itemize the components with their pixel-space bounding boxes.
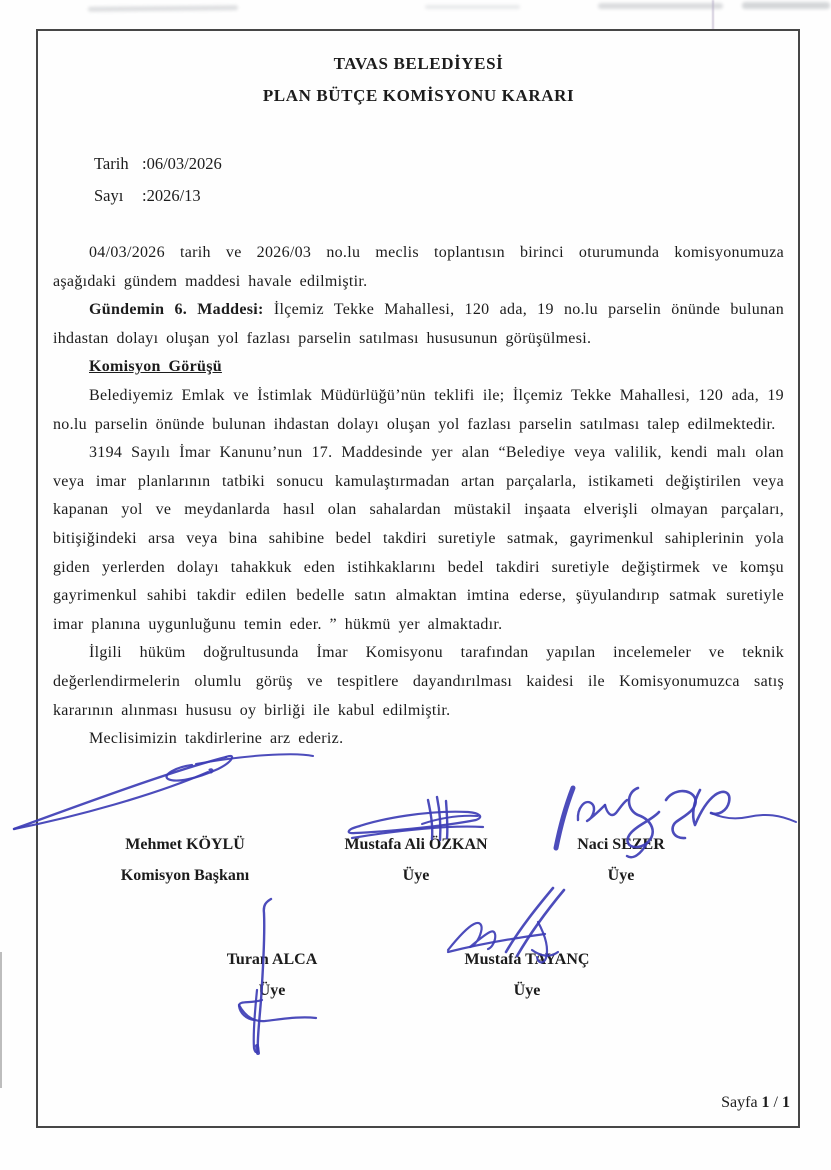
signer-block-mehmet-koylu (75, 835, 295, 886)
scan-artifact (712, 0, 714, 30)
meta-number-row (94, 180, 784, 212)
signer-title: Üye (607, 867, 635, 884)
footer-page-current: 1 (761, 1094, 770, 1111)
meta-number-label: Sayı (94, 186, 124, 205)
document-body (53, 239, 784, 754)
footer-page-separator: / (769, 1094, 782, 1111)
meta-date-row (94, 148, 784, 180)
paragraph-agenda (53, 296, 784, 353)
signer-name: Naci SEZER (577, 836, 665, 853)
signer-block-turan-alca (162, 950, 382, 1001)
signer-name: Mehmet KÖYLÜ (125, 836, 245, 853)
signer-name: Mustafa Ali ÖZKAN (344, 836, 488, 853)
scan-artifact (0, 952, 2, 1088)
scan-artifact (598, 3, 723, 9)
meta-date-value: :06/03/2026 (142, 154, 222, 173)
signer-block-mustafa-ali-ozkan (306, 835, 526, 886)
signer-name: Turan ALCA (226, 951, 318, 968)
signer-title: Üye (402, 867, 430, 884)
meta-number-value: :2026/13 (142, 186, 201, 205)
signer-title: Üye (258, 982, 286, 999)
agenda-item-text: İlçemiz Tekke Mahallesi, 120 ada, 19 no.lu parselin önünde bulunan ihdastan dolayı oluşan yol fazlası parselin satılması hususunun görüşülmesi. (53, 301, 784, 347)
footer-page-total: 1 (782, 1094, 790, 1111)
scan-artifact (425, 5, 520, 9)
document-meta (94, 148, 784, 212)
document-title-line1: TAVAS BELEDİYESİ (333, 54, 504, 73)
signer-title: Üye (513, 982, 541, 999)
scan-artifact (88, 5, 238, 12)
scan-artifact (742, 2, 830, 9)
page-footer (0, 1094, 790, 1112)
agenda-item-label: Gündemin 6. Maddesi: (89, 301, 264, 319)
signer-block-mustafa-tayanc (417, 950, 637, 1001)
paragraph-closing: Meclisimizin takdirlerine arz ederiz. (89, 730, 344, 748)
meta-date-label: Tarih (94, 154, 129, 173)
paragraph-request: Belediyemiz Emlak ve İstimlak Müdürlüğü’nün teklifi ile; İlçemiz Tekke Mahallesi, 120 ada, 19 no.lu parselin önünde bulunan ihdastan dolayı oluşan yol fazlası parselin satılması talep edilmektedir. (53, 386, 784, 433)
signer-name: Mustafa TAYANÇ (464, 951, 590, 968)
paragraph-intro: 04/03/2026 tarih ve 2026/03 no.lu meclis toplantısın birinci oturumunda komisyonumuza aşağıdaki gündem maddesi havale edilmiştir. (53, 244, 784, 290)
footer-page-label: Sayfa (721, 1094, 758, 1111)
document-title-line2: PLAN BÜTÇE KOMİSYONU KARARI (262, 86, 575, 105)
signer-title: Komisyon Başkanı (120, 867, 250, 884)
signer-block-naci-sezer (511, 835, 731, 886)
paragraph-law-quote: 3194 Sayılı İmar Kanunu’nun 17. Maddesinde yer alan “Belediye veya valilik, kendi malı olan veya imar planlarının tatbiki sonucu kamulaştırmadan artan parçalarla, istikameti değiştirilen veya kapanan yol ve meydanlarda hasıl olan sahalardan müstakil inşaata elverişli olmayan parçaları, bitişiğindeki arsa veya bina sahibine bedel takdiri suretiyle satmak, gayrimenkul sahiplerinin yola giden yerlerden dolayı tahakkuk eden istihkaklarını bedel takdiri suretiyle değiştirmek ve komşu gayrimenkul sahibi takdir edilen bedelle satın almaktan imtina ederse, şüyulandırıp satmak suretiyle imar planına uygunluğunu temin eder. ” hükmü yer almaktadır. (53, 444, 784, 633)
paragraph-decision: İlgili hüküm doğrultusunda İmar Komisyonu tarafından yapılan incelemeler ve teknik değerlendirmelerin olumlu görüş ve tespitlere dayandırılması kaidesi ile Komisyonumuzca satış kararının alınması hususu oy birliği ile kabul edilmiştir. (53, 644, 784, 719)
section-heading-commission-opinion: Komisyon Görüşü (89, 358, 222, 376)
